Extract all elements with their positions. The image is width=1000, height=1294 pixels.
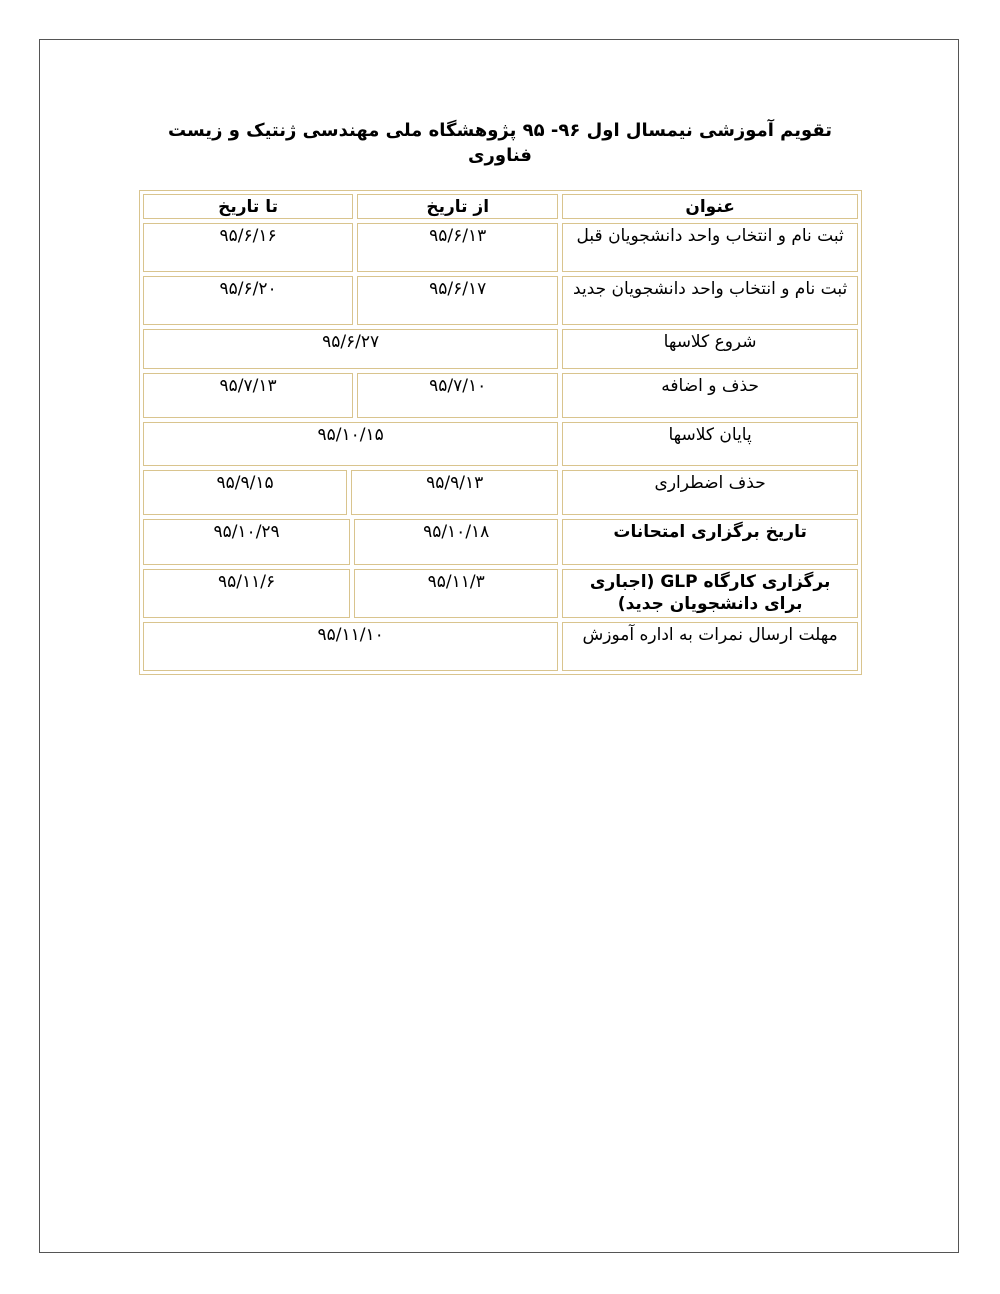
row-title: تاریخ برگزاری امتحانات: [562, 519, 858, 565]
header-to-date: تا تاریخ: [143, 194, 353, 219]
table-row: [143, 329, 858, 369]
row-to-date: ۹۵/۶/۲۰: [143, 276, 353, 325]
row-to-date: ۹۵/۱۱/۶: [143, 569, 350, 618]
row-title: برگزاری کارگاه GLP (اجباری برای دانشجویان جدید): [562, 569, 858, 618]
row-title: حذف و اضافه: [562, 373, 858, 418]
row-from-date: ۹۵/۱۱/۳: [354, 569, 558, 618]
table-row: [143, 622, 858, 671]
row-from-date: ۹۵/۱۰/۱۸: [354, 519, 558, 565]
table-row: [143, 519, 858, 565]
table-row: [143, 422, 858, 466]
row-from-date: ۹۵/۶/۱۷: [357, 276, 558, 325]
table-row: [143, 470, 858, 515]
table-header-row: [143, 194, 858, 219]
row-title: پایان کلاسها: [562, 422, 858, 466]
row-title: ثبت نام و انتخاب واحد دانشجویان قبل: [562, 223, 858, 272]
row-from-date: ۹۵/۷/۱۰: [357, 373, 558, 418]
table-row: [143, 276, 858, 325]
row-to-date: ۹۵/۶/۱۶: [143, 223, 353, 272]
row-from-date: ۹۵/۹/۱۳: [351, 470, 558, 515]
header-from-date: از تاریخ: [357, 194, 558, 219]
row-to-date: ۹۵/۷/۱۳: [143, 373, 353, 418]
row-title: شروع کلاسها: [562, 329, 858, 369]
row-date: ۹۵/۶/۲۷: [143, 329, 558, 369]
row-to-date: ۹۵/۹/۱۵: [143, 470, 347, 515]
row-title: مهلت ارسال نمرات به اداره آموزش: [562, 622, 858, 671]
document-title: تقویم آموزشی نیمسال اول ۹۶- ۹۵ پژوهشگاه ملی مهندسی ژنتیک و زیست فناوری: [167, 120, 833, 166]
header-title: عنوان: [562, 194, 858, 219]
row-date: ۹۵/۱۱/۱۰: [143, 622, 558, 671]
table-row: [143, 223, 858, 272]
row-to-date: ۹۵/۱۰/۲۹: [143, 519, 350, 565]
table-row: [143, 373, 858, 418]
row-from-date: ۹۵/۶/۱۳: [357, 223, 558, 272]
row-title: حذف اضطراری: [562, 470, 858, 515]
row-title: ثبت نام و انتخاب واحد دانشجویان جدید: [562, 276, 858, 325]
academic-calendar-table: [139, 190, 862, 675]
table-row: [143, 569, 858, 618]
row-date: ۹۵/۱۰/۱۵: [143, 422, 558, 466]
